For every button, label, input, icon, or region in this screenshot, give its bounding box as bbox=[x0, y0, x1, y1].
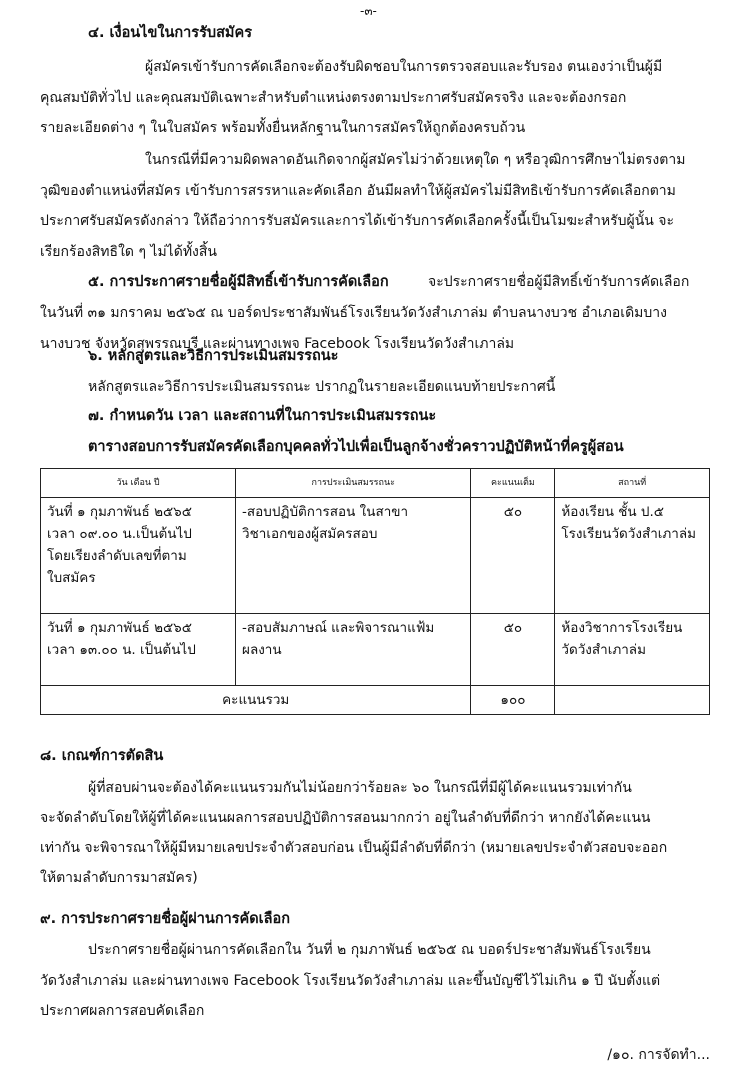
empty-cell bbox=[555, 686, 710, 715]
place-line: วัดวังสำเภาล่ม bbox=[561, 642, 646, 658]
table-total-row bbox=[41, 686, 710, 715]
section-6-text: หลักสูตรและวิธีการประเมินสมรรถนะ ปรากฏในรายละเอียดแนบท้ายประกาศนี้ bbox=[88, 379, 556, 395]
time-line: เวลา ๐๙.๐๐ น.เป็นต้นไป bbox=[47, 526, 192, 542]
section-5-line: ในวันที่ ๓๑ มกราคม ๒๕๖๕ ณ บอร์ดประชาสัมพันธ์โรงเรียนวัดวังสำเภาล่ม ตำบลนางบวช อำเภอเดิมบาง bbox=[40, 305, 667, 321]
section-5-intro: จะประกาศรายชื่อผู้มีสิทธิ์เข้ารับการคัดเลือก bbox=[428, 274, 690, 290]
section-4-paragraph-2-line: ในกรณีที่มีความผิดพลาดอันเกิดจากผู้สมัครไม่ว่าด้วยเหตุใด ๆ หรือวุฒิการศึกษาไม่ตรงตาม bbox=[145, 152, 686, 168]
score-cell: ๕๐ bbox=[471, 498, 555, 614]
table-header-row bbox=[41, 469, 710, 498]
section-4-paragraph-1-line: คุณสมบัติทั่วไป และคุณสมบัติเฉพาะสำหรับตำแหน่งตรงตามประกาศรับสมัครจริง และจะต้องกรอก bbox=[40, 90, 627, 106]
date-line: วันที่ ๑ กุมภาพันธ์ ๒๕๖๕ bbox=[47, 504, 192, 520]
date-line: วันที่ ๑ กุมภาพันธ์ ๒๕๖๕ bbox=[47, 620, 192, 636]
page-number: -๓- bbox=[360, 4, 377, 18]
section-8-heading: ๘. เกณฑ์การตัดสิน bbox=[40, 748, 164, 764]
table-row bbox=[41, 614, 710, 686]
section-5-heading: ๕. การประกาศรายชื่อผู้มีสิทธิ์เข้ารับการคัดเลือก bbox=[88, 274, 389, 290]
section-4-heading: ๔. เงื่อนไขในการรับสมัคร bbox=[88, 25, 252, 41]
section-8-line: เท่ากัน จะพิจารณาให้ผู้มีหมายเลขประจำตัวสอบก่อน เป็นผู้มีลำดับที่ดีกว่า (หมายเลขประจำตัวสอบจะออก bbox=[40, 840, 668, 856]
section-9-line: วัดวังสำเภาล่ม และผ่านทางเพจ Facebook โรงเรียนวัดวังสำเภาล่ม และขึ้นบัญชีไว้ไม่เกิน ๑ ปี นับตั้งแต่ bbox=[40, 973, 661, 989]
place-line: โรงเรียนวัดวังสำเภาล่ม bbox=[561, 526, 697, 542]
place-line: ห้องเรียน ชั้น ป.๕ bbox=[561, 504, 665, 520]
assessment-line: -สอบปฏิบัติการสอน ในสาขา bbox=[242, 504, 409, 520]
continuation-note: /๑๐. การจัดทำ... bbox=[607, 1047, 710, 1063]
total-score: ๑๐๐ bbox=[471, 686, 555, 715]
section-9-line: ประกาศผลการสอบคัดเลือก bbox=[40, 1003, 205, 1019]
assessment-line: วิชาเอกของผู้สมัครสอบ bbox=[242, 526, 378, 542]
column-header-place: สถานที่ bbox=[555, 469, 710, 498]
place-cell bbox=[555, 498, 710, 614]
score-cell: ๕๐ bbox=[471, 614, 555, 686]
column-header-assessment: การประเมินสมรรถนะ bbox=[236, 469, 471, 498]
section-8-line: จะจัดลำดับโดยให้ผู้ที่ได้คะแนนผลการสอบปฏิบัติการสอนมากกว่า อยู่ในลำดับที่ดีกว่า หากยังได้คะแนน bbox=[40, 810, 651, 826]
place-cell bbox=[555, 614, 710, 686]
assessment-line: ผลงาน bbox=[242, 642, 282, 658]
order-line: โดยเรียงลำดับเลขที่ตาม bbox=[47, 548, 187, 564]
section-8-line: ผู้ที่สอบผ่านจะต้องได้คะแนนรวมกันไม่น้อยกว่าร้อยละ ๖๐ ในกรณีที่มีผู้ได้คะแนนรวมเท่ากัน bbox=[88, 780, 632, 796]
section-4-paragraph-2-line: เรียกร้องสิทธิใด ๆ ไม่ได้ทั้งสิ้น bbox=[40, 244, 217, 260]
assessment-cell bbox=[236, 614, 471, 686]
date-cell bbox=[41, 498, 236, 614]
section-4-paragraph-1-line: ผู้สมัครเข้ารับการคัดเลือกจะต้องรับผิดชอบในการตรวจสอบและรับรอง ตนเองว่าเป็นผู้มี bbox=[145, 59, 663, 75]
schedule-table bbox=[40, 468, 710, 715]
section-4-paragraph-2-line: ประกาศรับสมัครดังกล่าว ให้ถือว่าการรับสมัครและการได้เข้ารับการคัดเลือกครั้งนี้เป็นโมฆะสำหรับผู้นั้น จะ bbox=[40, 213, 675, 229]
schedule-table-title: ตารางสอบการรับสมัครคัดเลือกบุคคลทั่วไปเพื่อเป็นลูกจ้างชั่วคราวปฏิบัติหน้าที่ครูผู้สอน bbox=[88, 439, 624, 455]
assessment-line: -สอบสัมภาษณ์ และพิจารณาแฟ้ม bbox=[242, 620, 435, 636]
section-9-line: ประกาศรายชื่อผู้ผ่านการคัดเลือกใน วันที่ ๒ กุมภาพันธ์ ๒๕๖๕ ณ บอดร์ประชาสัมพันธ์โรงเรียน bbox=[88, 942, 651, 958]
column-header-full-score: คะแนนเต็ม bbox=[471, 469, 555, 498]
total-label: คะแนนรวม bbox=[41, 686, 471, 715]
section-4-paragraph-1-line: รายละเอียดต่าง ๆ ในใบสมัคร พร้อมทั้งยื่นหลักฐานในการสมัครให้ถูกต้องครบถ้วน bbox=[40, 120, 526, 136]
date-cell bbox=[41, 614, 236, 686]
section-9-heading: ๙. การประกาศรายชื่อผู้ผ่านการคัดเลือก bbox=[40, 911, 290, 927]
time-line: เวลา ๑๓.๐๐ น. เป็นต้นไป bbox=[47, 642, 196, 658]
assessment-cell bbox=[236, 498, 471, 614]
table-row bbox=[41, 498, 710, 614]
column-header-date: วัน เดือน ปี bbox=[41, 469, 236, 498]
section-6-heading: ๖. หลักสูตรและวิธีการประเมินสมรรถนะ bbox=[88, 348, 339, 364]
order-line: ใบสมัคร bbox=[47, 570, 96, 586]
place-line: ห้องวิชาการโรงเรียน bbox=[561, 620, 683, 636]
section-8-line: ให้ตามลำดับการมาสมัคร) bbox=[40, 870, 198, 886]
section-7-heading: ๗. กำหนดวัน เวลา และสถานที่ในการประเมินสมรรถนะ bbox=[88, 408, 437, 424]
section-5-line: นางบวช จังหวัดสุพรรณบุรี และผ่านทางเพจ Facebook โรงเรียนวัดวังสำเภาล่ม bbox=[40, 336, 515, 352]
section-4-paragraph-2-line: วุฒิของตำแหน่งที่สมัคร เข้ารับการสรรหาและคัดเลือก อันมีผลทำให้ผู้สมัครไม่มีสิทธิเข้ารับการคัดเลือกตาม bbox=[40, 183, 676, 199]
